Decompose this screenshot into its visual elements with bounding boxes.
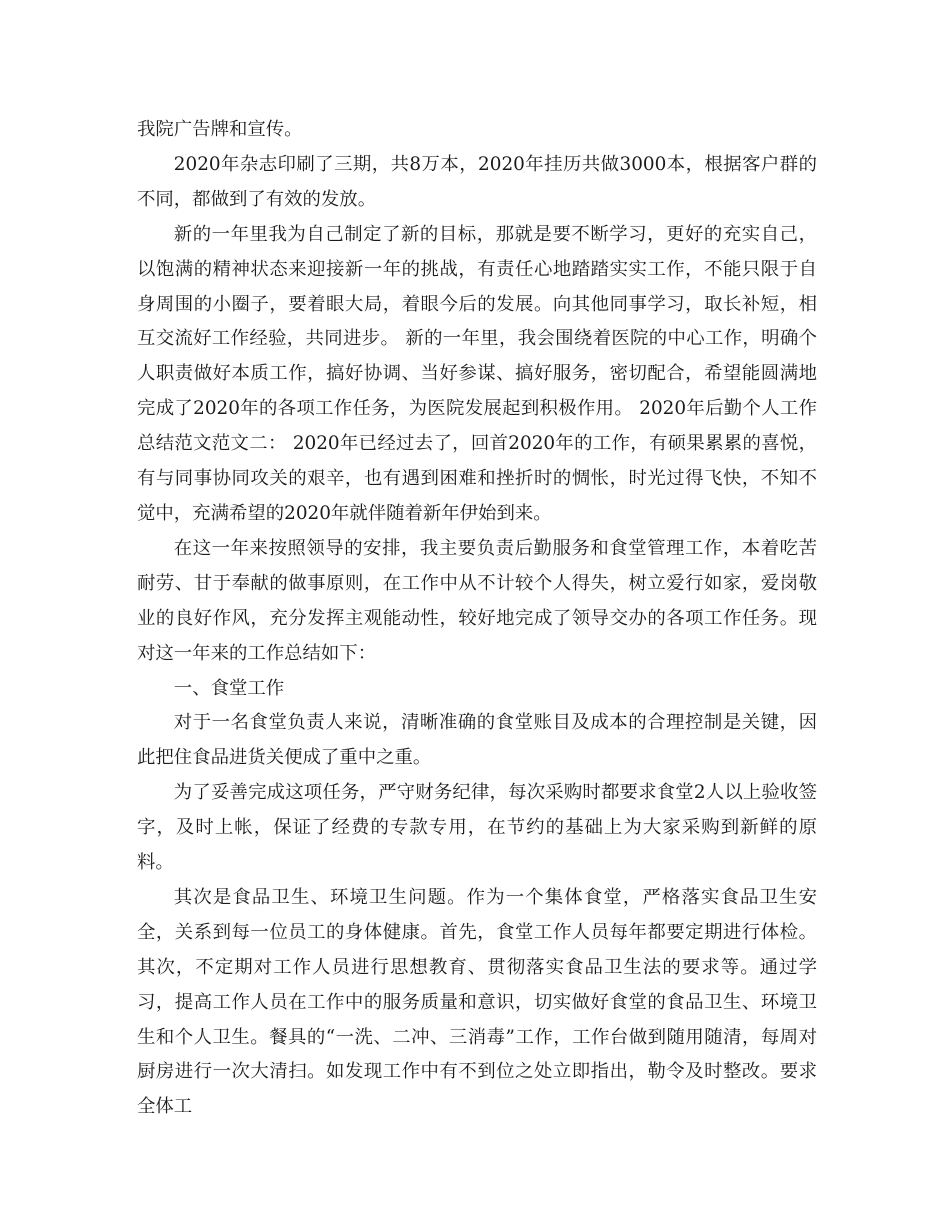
paragraph-5: 对于一名食堂负责人来说，清晰准确的食堂账目及成本的合理控制是关键，因此把住食品进货关便成了重中之重。 (137, 712, 817, 769)
paragraph-7: 其次是食品卫生、环境卫生问题。作为一个集体食堂，严格落实食品卫生安全，关系到每一位员工的身体健康。首先，食堂工作人员每年都要定期进行体检。其次，不定期对工作人员进行思想教育、贯彻落实食品卫生法的要求等。通过学习，提高工作人员在工作中的服务质量和意识，切实做好食堂的食品卫生、环境卫生和个人卫生。餐具的“一洗、二冲、三消毒”工作，工作台做到随用随清，每周对厨房进行一次大清扫。如发现工作中有不到位之处立即指出，勒令及时整改。要求全体工 (137, 886, 817, 1118)
section-heading-canteen: 一、食堂工作 (173, 677, 285, 699)
paragraph-1: 我院广告牌和宣传。 (137, 119, 303, 140)
document-body (137, 113, 817, 1125)
paragraph-2: 2020年杂志印刷了三期，共8万本，2020年挂历共做3000本，根据客户群的不同，都做到了有效的发放。 (137, 153, 817, 210)
paragraph-4: 在这一年来按照领导的安排，我主要负责后勤服务和食堂管理工作，本着吃苦耐劳、甘于奉献的做事原则，在工作中从不计较个人得失，树立爱行如家，爱岗敬业的良好作风，充分发挥主观能动性，较好地完成了领导交办的各项工作任务。现对这一年来的工作总结如下： (137, 537, 817, 664)
paragraph-3: 新的一年里我为自己制定了新的目标，那就是要不断学习，更好的充实自己，以饱满的精神状态来迎接新一年的挑战，有责任心地踏踏实实工作，不能只限于自身周围的小圈子，要着眼大局，着眼今后的发展。向其他同事学习，取长补短，相互交流好工作经验，共同进步。 新的一年里，我会围绕着医院的中心工作，明确个人职责做好本质工作，搞好协调、当好参谋、搞好服务，密切配合，希望能圆满地完成了2020年的各项工作任务，为医院发展起到积极作用。 2020年后勤个人工作总结范文范文二： 2020年已经过去了，回首2020年的工作，有硕果累累的喜悦，有与同事协同攻关的艰辛，也有遇到困难和挫折时的惆怅，时光过得飞快，不知不觉中，充满希望的2020年就伴随着新年伊始到来。 (137, 223, 817, 524)
paragraph-6: 为了妥善完成这项任务，严守财务纪律，每次采购时都要求食堂2人以上验收签字，及时上帐，保证了经费的专款专用，在节约的基础上为大家采购到新鲜的原料。 (137, 782, 817, 874)
